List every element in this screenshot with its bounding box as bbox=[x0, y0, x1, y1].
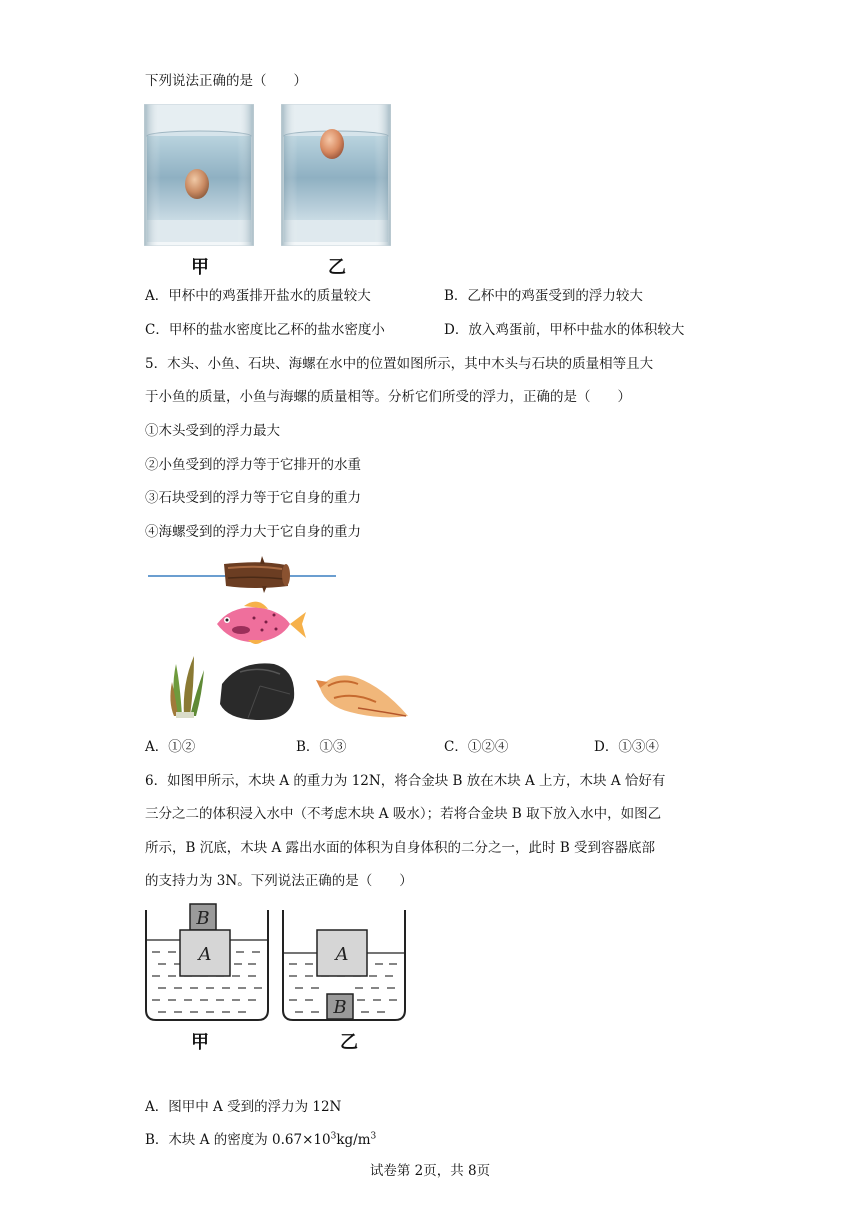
q5-stem-line-2: 于小鱼的质量，小鱼与海螺的质量相等。分析它们所受的浮力，正确的是（ ） bbox=[145, 389, 631, 405]
block-a-label: A bbox=[335, 944, 349, 965]
q6-option-b-text: B．木块 A 的密度为 0.67×10 bbox=[145, 1132, 331, 1148]
q4-option-c: C．甲杯的盐水密度比乙杯的盐水密度小 bbox=[145, 322, 385, 338]
q5-option-a: A．①② bbox=[145, 739, 196, 755]
water-objects-figure bbox=[144, 552, 416, 724]
figure-label-jia: 甲 bbox=[191, 1032, 209, 1053]
q5-option-b: B．①③ bbox=[296, 739, 347, 755]
seaweed-icon bbox=[170, 656, 204, 718]
q4-option-d: D．放入鸡蛋前，甲杯中盐水的体积较大 bbox=[444, 322, 685, 338]
block-a-label: A bbox=[198, 944, 212, 965]
q5-option-d: D．①③④ bbox=[594, 739, 659, 755]
q6-option-b-unit-exponent: 3 bbox=[370, 1131, 377, 1142]
q5-statement-1: ①木头受到的浮力最大 bbox=[145, 423, 280, 439]
container-figure-yi bbox=[281, 902, 407, 1026]
figure-label-jia: 甲 bbox=[191, 257, 209, 278]
q6-stem-line-4: 的支持力为 3N。下列说法正确的是（ ） bbox=[145, 873, 413, 889]
q4-stem: 下列说法正确的是（ ） bbox=[145, 73, 307, 89]
figure-label-yi: 乙 bbox=[328, 257, 346, 278]
q6-stem-line-2: 三分之二的体积浸入水中（不考虑木块 A 吸水）；若将合金块 B 取下放入水中，如图乙 bbox=[145, 806, 662, 822]
q4-option-b: B．乙杯中的鸡蛋受到的浮力较大 bbox=[444, 288, 643, 304]
q5-stem-line-1: 5．木头、小鱼、石块、海螺在水中的位置如图所示，其中木头与石块的质量相等且大 bbox=[145, 356, 654, 372]
q6-option-a: A．图甲中 A 受到的浮力为 12N bbox=[145, 1099, 342, 1115]
egg-icon bbox=[185, 169, 209, 199]
egg-glass-figure-jia bbox=[144, 104, 254, 246]
page-footer: 试卷第 2页，共 8页 bbox=[369, 1163, 491, 1179]
fish-icon bbox=[217, 602, 306, 644]
conch-shell-icon bbox=[316, 676, 408, 718]
q6-option-b-unit: kg/m bbox=[336, 1132, 371, 1148]
wood-log-icon bbox=[224, 556, 290, 593]
block-b-label: B bbox=[333, 997, 347, 1018]
q5-statement-2: ②小鱼受到的浮力等于它排开的水重 bbox=[145, 457, 361, 473]
q6-stem-line-1: 6．如图甲所示，木块 A 的重力为 12N，将合金块 B 放在木块 A 上方，木块 A 恰好有 bbox=[145, 773, 666, 789]
q6-option-b-exponent: 3 bbox=[330, 1131, 337, 1142]
q6-option-b bbox=[145, 1131, 376, 1149]
container-figure-jia bbox=[144, 902, 270, 1026]
q5-option-c: C．①②④ bbox=[444, 739, 509, 755]
stone-icon bbox=[220, 663, 294, 720]
figure-label-yi: 乙 bbox=[340, 1032, 358, 1053]
egg-glass-figure-yi bbox=[281, 104, 391, 246]
q5-statement-4: ④海螺受到的浮力大于它自身的重力 bbox=[145, 524, 361, 540]
egg-icon bbox=[320, 129, 344, 159]
q4-option-a: A．甲杯中的鸡蛋排开盐水的质量较大 bbox=[145, 288, 371, 304]
q5-statement-3: ③石块受到的浮力等于它自身的重力 bbox=[145, 490, 361, 506]
block-b-label: B bbox=[196, 908, 210, 929]
q6-stem-line-3: 所示，B 沉底，木块 A 露出水面的体积为自身体积的二分之一，此时 B 受到容器底部 bbox=[145, 840, 656, 856]
